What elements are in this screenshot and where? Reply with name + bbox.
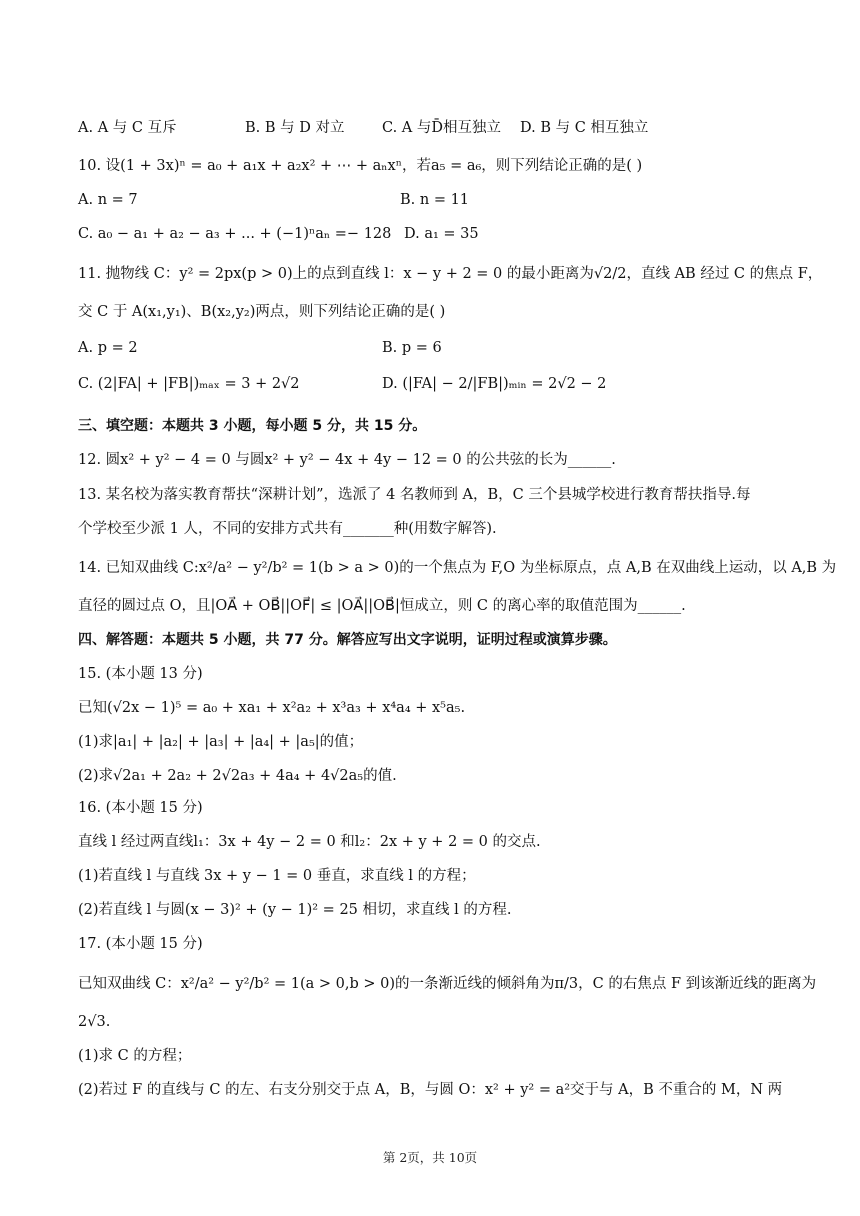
q10-option-b: B. n = 11	[400, 192, 470, 208]
q15-given: 已知(√2x − 1)⁵ = a₀ + xa₁ + x²a₂ + x³a₃ + x⁴a₄ + x⁵a₅.	[78, 700, 466, 716]
q11-stem-line2: 交 C 于 A(x₁,y₁)、B(x₂,y₂)两点，则下列结论正确的是( )	[78, 304, 446, 320]
q9-option-a: A. A 与 C 互斥	[78, 120, 177, 136]
q11-option-a: A. p = 2	[78, 340, 138, 356]
q16-part1: (1)若直线 l 与直线 3x + y − 1 = 0 垂直，求直线 l 的方程；	[78, 868, 476, 884]
q17-given-line2: 2√3.	[78, 1014, 111, 1030]
q16-heading: 16. (本小题 15 分)	[78, 800, 203, 816]
q11-option-d: D. (|FA| − 2/|FB|)ₘᵢₙ = 2√2 − 2	[382, 376, 607, 392]
q11-option-b: B. p = 6	[382, 340, 442, 356]
q10-stem: 10. 设(1 + 3x)ⁿ = a₀ + a₁x + a₂x² + ⋯ + aₙxⁿ，若a₅ = a₆，则下列结论正确的是( )	[78, 158, 643, 174]
q10-option-a: A. n = 7	[78, 192, 138, 208]
q10-option-d: D. a₁ = 35	[404, 226, 479, 242]
q11-option-c: C. (2|FA| + |FB|)ₘₐₓ = 3 + 2√2	[78, 376, 300, 392]
q10-option-c: C. a₀ − a₁ + a₂ − a₃ + ... + (−1)ⁿaₙ =− 128	[78, 226, 392, 242]
q17-given-line1: 已知双曲线 C：x²/a² − y²/b² = 1(a > 0,b > 0)的一条渐近线的倾斜角为π/3，C 的右焦点 F 到该渐近线的距离为	[78, 976, 817, 992]
q9-option-b: B. B 与 D 对立	[245, 120, 345, 136]
q17-part1: (1)求 C 的方程；	[78, 1048, 192, 1064]
section-heading-solutions: 四、解答题：本题共 5 小题，共 77 分。解答应写出文字说明，证明过程或演算步骤。	[78, 632, 617, 648]
q17-part2: (2)若过 F 的直线与 C 的左、右支分别交于点 A，B，与圆 O：x² + y² = a²交于与 A，B 不重合的 M，N 两	[78, 1082, 783, 1098]
q14-line1: 14. 已知双曲线 C:x²/a² − y²/b² = 1(b > a > 0)的一个焦点为 F,O 为坐标原点，点 A,B 在双曲线上运动，以 A,B 为	[78, 560, 837, 576]
q16-part2: (2)若直线 l 与圆(x − 3)² + (y − 1)² = 25 相切，求直线 l 的方程.	[78, 902, 512, 918]
section-heading-fill-in: 三、填空题：本题共 3 小题，每小题 5 分，共 15 分。	[78, 418, 427, 434]
q9-option-c: C. A 与D̄相互独立	[382, 120, 502, 136]
q15-heading: 15. (本小题 13 分)	[78, 666, 203, 682]
q16-given: 直线 l 经过两直线l₁：3x + 4y − 2 = 0 和l₂：2x + y + 2 = 0 的交点.	[78, 834, 541, 850]
q17-heading: 17. (本小题 15 分)	[78, 936, 203, 952]
q15-part2: (2)求√2a₁ + 2a₂ + 2√2a₃ + 4a₄ + 4√2a₅的值.	[78, 768, 397, 784]
page-footer: 第 2页，共 10页	[382, 1150, 478, 1165]
q14-line2: 直径的圆过点 O，且|OA⃗ + OB⃗||OF⃗| ≤ |OA⃗||OB⃗|恒成立，则 C 的离心率的取值范围为______.	[78, 598, 686, 614]
q12-text: 12. 圆x² + y² − 4 = 0 与圆x² + y² − 4x + 4y − 12 = 0 的公共弦的长为______.	[78, 452, 616, 468]
q13-line2: 个学校至少派 1 人，不同的安排方式共有_______种(用数字解答).	[78, 521, 497, 537]
q11-stem-line1: 11. 抛物线 C：y² = 2px(p > 0)上的点到直线 l：x − y + 2 = 0 的最小距离为√2/2，直线 AB 经过 C 的焦点 F，	[78, 266, 823, 282]
q15-part1: (1)求|a₁| + |a₂| + |a₃| + |a₄| + |a₅|的值；	[78, 734, 364, 750]
q13-line1: 13. 某名校为落实教育帮扶“深耕计划”，选派了 4 名教师到 A，B，C 三个县城学校进行教育帮扶指导.每	[78, 487, 751, 503]
q9-option-d: D. B 与 C 相互独立	[520, 120, 649, 136]
